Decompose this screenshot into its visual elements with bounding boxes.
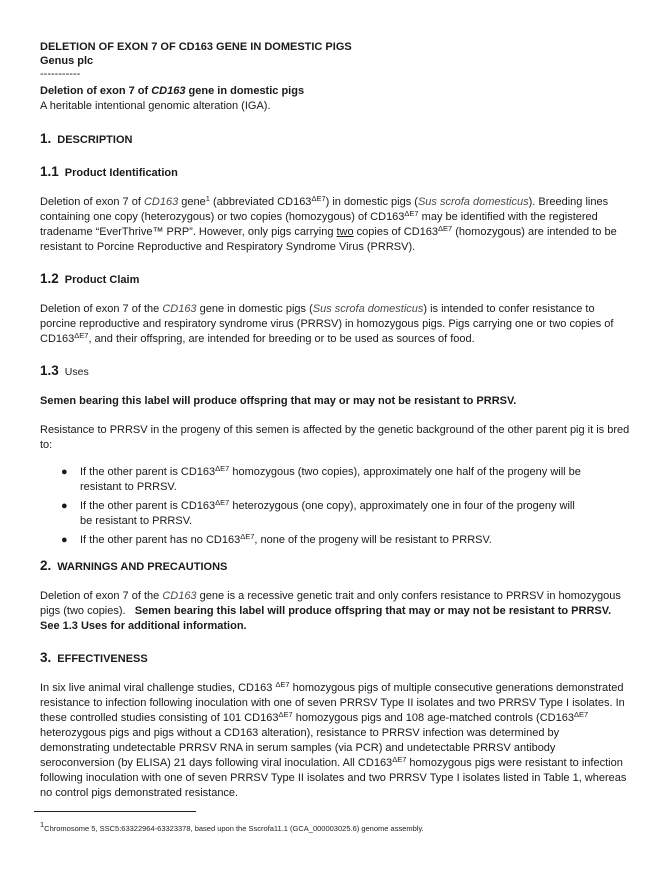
text-run: homozygous pigs of multiple consecutive generations demonstrated resistance to infection following inoculation with one of seven PRRSV Type II isolates and two PRRSV Type I isolates. In these controlled studies consisting of 101 CD163 xyxy=(40,682,625,724)
section-heading-effectiveness xyxy=(40,650,630,667)
superscript-label: ΔE7 xyxy=(215,464,230,473)
text-run: ) in domestic pigs ( xyxy=(325,196,418,208)
footnote-marker: 1 xyxy=(40,820,45,829)
text-run: gene xyxy=(178,196,206,208)
section-title: Product Claim xyxy=(64,274,140,286)
gene-name: CD163 xyxy=(162,590,197,602)
subtitle-text: Deletion of exon 7 of xyxy=(40,85,152,97)
text-run: Deletion of exon 7 of the xyxy=(40,303,163,315)
section-title: Uses xyxy=(64,366,89,378)
text-run: Deletion of exon 7 of xyxy=(40,196,144,208)
text-run: homozygous pigs were resistant to infection following inoculation with one of seven PRRSV Type II isolates and two PRRSV Type I isolates listed in Table 1, whereas no control pigs demonstrated resistance. xyxy=(40,757,627,799)
text-run: (homozygous) are intended to be resistant to Porcine Reproductive and Respiratory Syndrome Virus (PRRSV). xyxy=(40,226,617,253)
gene-name: CD163 xyxy=(162,303,197,315)
text-run: ) is intended to confer resistance to porcine reproductive and respiratory syndrome virus (PRRSV) in homozygous pigs. Pigs carrying one or two copies of CD163 xyxy=(40,303,614,345)
product-description: A heritable intentional genomic alteration (IGA). xyxy=(40,100,271,112)
superscript-label: ΔE7 xyxy=(215,498,230,507)
underlined-emphasis: two xyxy=(336,226,354,238)
superscript-label: ΔE7 xyxy=(240,532,255,541)
document-page xyxy=(40,40,630,801)
section-number: 1.1 xyxy=(40,164,59,179)
company-name: Genus plc xyxy=(40,55,94,67)
section-title: WARNINGS AND PRECAUTIONS xyxy=(57,561,228,573)
text-run: ). Breeding lines containing one copy (heterozygous) or two copies (homozygous) of CD163 xyxy=(40,196,609,223)
section-number: 2. xyxy=(40,558,52,573)
text-run: Deletion of exon 7 of the xyxy=(40,590,163,602)
text-run: (abbreviated CD163 xyxy=(209,196,312,208)
product-claim-paragraph xyxy=(40,302,630,347)
text-run: , and their offspring, are intended for breeding or to be used as sources of food. xyxy=(88,333,475,345)
species-name: Sus scrofa domesticus xyxy=(312,303,424,315)
text-run: heterozygous (one copy), approximately one in four of the progeny will be resistant to PRRSV. xyxy=(80,500,575,527)
species-name: Sus scrofa domesticus xyxy=(417,196,529,208)
section-heading-description xyxy=(40,131,630,148)
bullet-icon: ● xyxy=(61,466,68,478)
section-number: 1.2 xyxy=(40,271,59,286)
section-heading-uses xyxy=(40,363,630,380)
section-heading-product-claim xyxy=(40,271,630,288)
product-subtitle xyxy=(40,84,630,99)
bullet-icon: ● xyxy=(61,534,68,546)
text-run: In six live animal viral challenge studies, CD163 xyxy=(40,682,276,694)
superscript-label: ΔE7 xyxy=(392,755,407,764)
footnote-text: Chromosome 5, SSC5:63322964-63323378, based upon the Sscrofa11.1 (GCA_000003025.6) genome assembly. xyxy=(44,824,424,833)
product-identification-paragraph xyxy=(40,195,630,255)
text-run: If the other parent has no CD163 xyxy=(80,534,241,546)
section-number: 3. xyxy=(40,650,52,665)
text-run: copies of CD163 xyxy=(353,226,439,238)
text-run: gene in domestic pigs ( xyxy=(196,303,313,315)
uses-intro: Resistance to PRRSV in the progeny of this semen is affected by the genetic background of the other parent pig it is bred to: xyxy=(40,424,630,451)
text-run: If the other parent is CD163 xyxy=(80,466,216,478)
text-run: homozygous pigs and 108 age-matched controls (CD163 xyxy=(292,712,574,724)
section-number: 1. xyxy=(40,131,52,146)
text-run: heterozygous pigs and pigs without a CD163 alteration), resistance to PRRSV infection was determined by demonstrating undetectable PRRSV RNA in serum samples (via PCR) and undetectable PRRSV antibody seroconversion (by ELISA) 21 days following viral inoculation. All CD163 xyxy=(40,727,560,769)
list-item xyxy=(40,465,630,495)
document-title: DELETION OF EXON 7 OF CD163 GENE IN DOMESTIC PIGS xyxy=(40,41,352,53)
text-run: , none of the progeny will be resistant to PRRSV. xyxy=(254,534,492,546)
superscript-label: ΔE7 xyxy=(311,194,326,203)
footnote-reference[interactable]: 1 xyxy=(205,194,210,203)
section-number: 1.3 xyxy=(40,363,59,378)
warning-bold-statement: Semen bearing this label will produce offspring that may or may not be resistant to PRRSV. See 1.3 Uses for additional information. xyxy=(40,605,612,632)
separator: ----------- xyxy=(40,68,81,80)
superscript-label: ΔE7 xyxy=(278,710,293,719)
superscript-label: ΔE7 xyxy=(74,331,89,340)
superscript-label: ΔE7 xyxy=(573,710,589,719)
footnote-divider xyxy=(34,811,196,812)
section-title: DESCRIPTION xyxy=(57,134,133,146)
section-title: EFFECTIVENESS xyxy=(57,653,148,665)
superscript-label: ΔE7 xyxy=(275,680,290,689)
superscript-label: ΔE7 xyxy=(404,209,419,218)
text-run: homozygous (two copies), approximately one half of the progeny will be resistant to PRRSV. xyxy=(80,466,581,493)
section-title: Product Identification xyxy=(64,167,178,179)
warnings-paragraph xyxy=(40,589,630,634)
text-run: may be identified with the registered tradename “EverThrive™ PRP”. However, only pigs carrying xyxy=(40,211,598,238)
text-run: If the other parent is CD163 xyxy=(80,500,216,512)
effectiveness-paragraph xyxy=(40,681,630,801)
superscript-label: ΔE7 xyxy=(438,224,453,233)
uses-bullet-list xyxy=(40,465,630,548)
section-heading-product-identification xyxy=(40,164,630,181)
subtitle-text-end: gene in domestic pigs xyxy=(185,85,305,97)
section-heading-warnings xyxy=(40,558,630,575)
bullet-icon: ● xyxy=(61,500,68,512)
list-item xyxy=(40,499,630,529)
gene-name: CD163 xyxy=(143,196,179,208)
subtitle-gene: CD163 xyxy=(151,85,186,97)
uses-bold-statement: Semen bearing this label will produce offspring that may or may not be resistant to PRRSV. xyxy=(40,395,517,407)
footnote xyxy=(40,821,424,836)
list-item xyxy=(40,533,630,548)
text-run: gene is a recessive genetic trait and only confers resistance to PRRSV in homozygous pigs (two copies). xyxy=(40,590,624,617)
